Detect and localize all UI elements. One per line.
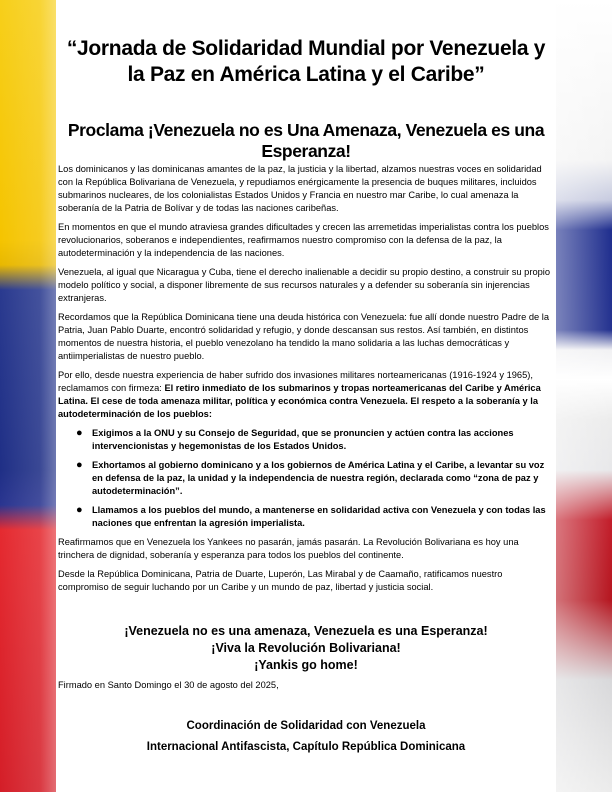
paragraph: Venezuela, al igual que Nicaragua y Cuba, tiene el derecho inalienable a decidir su propio destino, a construir su propio modelo político y social, a disponer libremente de sus recursos naturales y a defender su soberanía sin injerencias extranjeras. [58, 267, 551, 303]
paragraph: En momentos en que el mundo atraviesa grandes dificultades y crecen las arremetidas imperialistas contra los pueblos revolucionarios, soberanos e independientes, reafirmamos nuestro compromiso con la defensa de la paz, la autodeterminación y la independencia de las naciones. [58, 222, 549, 258]
closing-paragraph: Reafirmamos que en Venezuela los Yankees no pasarán, jamás pasarán. La Revolución Bolivariana es hoy una trinchera de dignidad, soberanía y esperanza para todos los pueblos del continente. [58, 537, 519, 560]
bullet-icon: ● [76, 459, 83, 471]
bullet-icon: ● [76, 504, 83, 516]
signature-line: Firmado en Santo Domingo el 30 de agosto del 2025, [58, 680, 279, 690]
venezuela-flag-strip [0, 0, 56, 792]
list-item [76, 504, 554, 530]
paragraph: Recordamos que la República Dominicana tiene una deuda histórica con Venezuela: fue allí donde nuestro Padre de la Patria, Juan Pablo Duarte, encontró solidaridad y refugio, y donde descansan sus restos. Así también, en distintos momentos de nuestra historia, el pueblo venezolano ha tendido la mano solidaria a las luchas democráticas y antiimperialistas de nuestro pueblo. [58, 312, 549, 361]
list-item [76, 459, 554, 498]
slogan: ¡Viva la Revolución Bolivariana! [211, 641, 401, 655]
document-title [56, 36, 556, 88]
title-line-1: “Jornada de Solidaridad Mundial por Venezuela y [66, 37, 546, 60]
organization-name: Coordinación de Solidaridad con Venezuela [186, 720, 426, 732]
dominican-flag-strip [556, 0, 612, 792]
bullet-icon: ● [76, 427, 83, 439]
list-item-text: Llamamos a los pueblos del mundo, a mantenerse en solidaridad activa con Venezuela y con todas las naciones que enfrentan la agresión imperialista. [92, 505, 546, 528]
slogan: ¡Yankis go home! [254, 658, 358, 672]
document-page [56, 0, 556, 792]
list-item-text: Exhortamos al gobierno dominicano y a los gobiernos de América Latina y el Caribe, a levantar su voz en defensa de la paz, la unidad y la independencia de nuestra región, declarada como “zona de paz y autodeterminación”. [92, 460, 545, 496]
demands-list [58, 427, 554, 530]
list-item [76, 427, 554, 453]
organization-block [56, 716, 556, 758]
slogan: ¡Venezuela no es una amenaza, Venezuela es una Esperanza! [124, 624, 488, 638]
demands-bold: El retiro inmediato de los submarinos y tropas norteamericanas del Caribe y América Latina. El cese de toda amenaza militar, política y económica contra Venezuela. El respeto a la soberanía y la autodeterminación de los pueblos: [58, 383, 541, 419]
slogans [56, 623, 556, 674]
closing-paragraph: Desde la República Dominicana, Patria de Duarte, Luperón, Las Mirabal y de Caamaño, ratificamos nuestro compromiso de seguir luchando por un Caribe y un mundo de paz, libertad y justicia social. [58, 569, 503, 592]
proclamation-subtitle: Proclama ¡Venezuela no es Una Amenaza, Venezuela es una Esperanza! [67, 120, 545, 161]
document-body [58, 163, 554, 600]
organization-chapter: Internacional Antifascista, Capítulo República Dominicana [146, 741, 466, 753]
title-line-2: la Paz en América Latina y el Caribe” [127, 63, 485, 86]
list-item-text: Exigimos a la ONU y su Consejo de Seguridad, que se pronuncien y actúen contra las acciones intervencionistas y hegemonistas de los Estados Unidos. [92, 428, 514, 451]
demands-paragraph [58, 369, 554, 421]
demands-intro: Por ello, desde nuestra experiencia de haber sufrido dos invasiones militares norteamericanas (1916-1924 y 1965), reclamamos con firmeza: [58, 370, 533, 393]
paragraph: Los dominicanos y las dominicanas amantes de la paz, la justicia y la libertad, alzamos nuestras voces en solidaridad con la República Bolivariana de Venezuela, y repudiamos enérgicamente la presencia de buques militares, incluidos submarinos nucleares, de los colonialistas Estados Unidos y Francia en nuestro mar Caribe, lo cual amenaza la soberanía de la Patria de Bolívar y de todas las naciones caribeñas. [58, 164, 542, 213]
